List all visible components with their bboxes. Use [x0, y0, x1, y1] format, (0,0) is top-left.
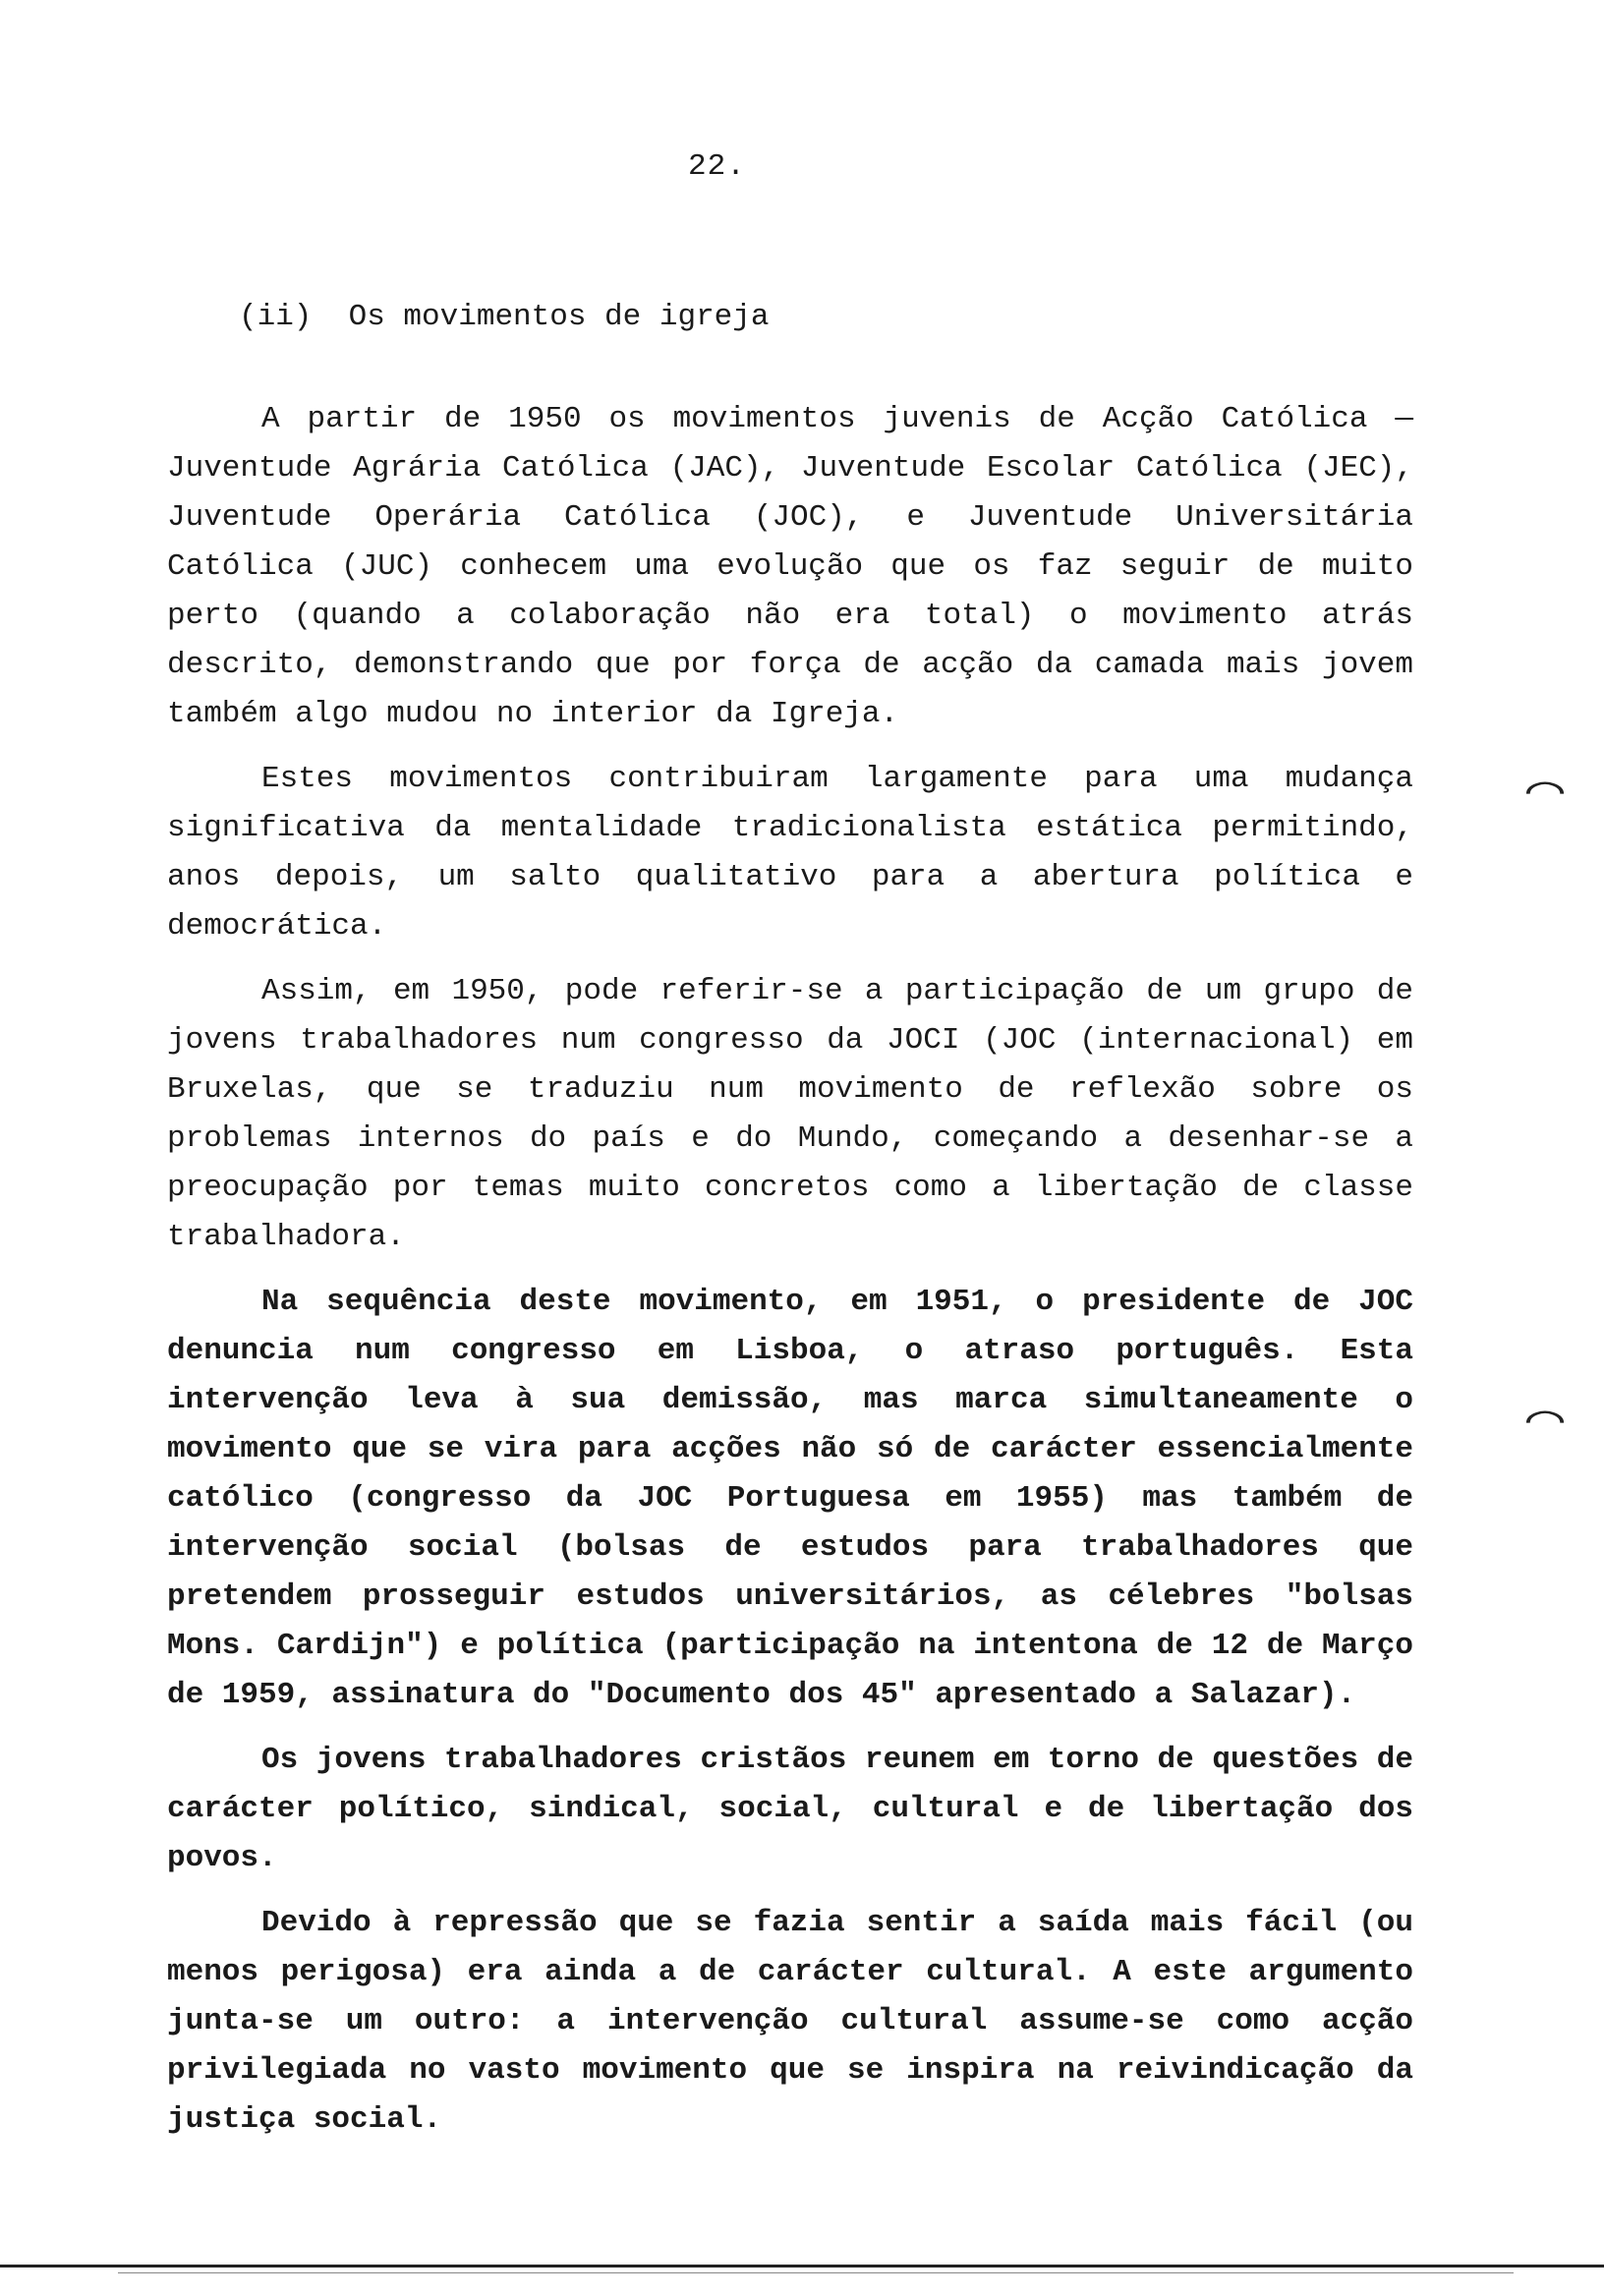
paragraph: Os jovens trabalhadores cristãos reunem em torno de questões de carácter político, sindical, social, cultural e de libertação dos povos. — [167, 1743, 1413, 1875]
page-number: 22. — [688, 149, 746, 184]
body-text — [167, 395, 1413, 2145]
page-bottom-rule-thin — [118, 2272, 1514, 2273]
paragraph: Assim, em 1950, pode referir-se a participação de um grupo de jovens trabalhadores num congresso da JOCI (JOC (internacional) em Bruxelas, que se traduziu num movimento de reflexão sobre os problemas internos do país e do Mundo, começando a desenhar-se a preocupação por temas muito concretos como a libertação de classe trabalhadora. — [167, 974, 1413, 1254]
paragraph: A partir de 1950 os movimentos juvenis de Acção Católica — Juventude Agrária Católica (JAC), Juventude Escolar Católica (JEC), Juventude Operária Católica (JOC), e Juventude Universitária Católica (JUC) conhecem uma evolução que os faz seguir de muito perto (quando a colaboração não era total) o movimento atrás descrito, demonstrando que por força de acção da camada mais jovem também algo mudou no interior da Igreja. — [167, 402, 1413, 731]
page-bottom-rule — [0, 2265, 1604, 2267]
paragraph: Na sequência deste movimento, em 1951, o presidente de JOC denuncia num congresso em Lisboa, o atraso português. Esta intervenção leva à sua demissão, mas marca simultaneamente o movimento que se vira para acções não só de carácter essencialmente católico (congresso da JOC Portuguesa em 1955) mas também de intervenção social (bolsas de estudos para trabalhadores que pretendem prosseguir estudos universitários, as célebres "bolsas Mons. Cardijn") e política (participação na intentona de 12 de Março de 1959, assinatura do "Documento dos 45" apresentado a Salazar). — [167, 1285, 1413, 1712]
margin-mark-icon: ⌒ — [1525, 1400, 1565, 1444]
margin-mark-icon: ⌒ — [1525, 771, 1565, 815]
section-title: (ii) Os movimentos de igreja — [239, 300, 770, 334]
paragraph: Devido à repressão que se fazia sentir a saída mais fácil (ou menos perigosa) era ainda a de carácter cultural. A este argumento junta-se um outro: a intervenção cultural assume-se como acção privilegiada no vasto movimento que se inspira na reivindicação da justiça social. — [167, 1906, 1413, 2137]
paragraph: Estes movimentos contribuiram largamente para uma mudança significativa da mentalidade tradicionalista estática permitindo, anos depois, um salto qualitativo para a abertura política e democrática. — [167, 762, 1413, 944]
